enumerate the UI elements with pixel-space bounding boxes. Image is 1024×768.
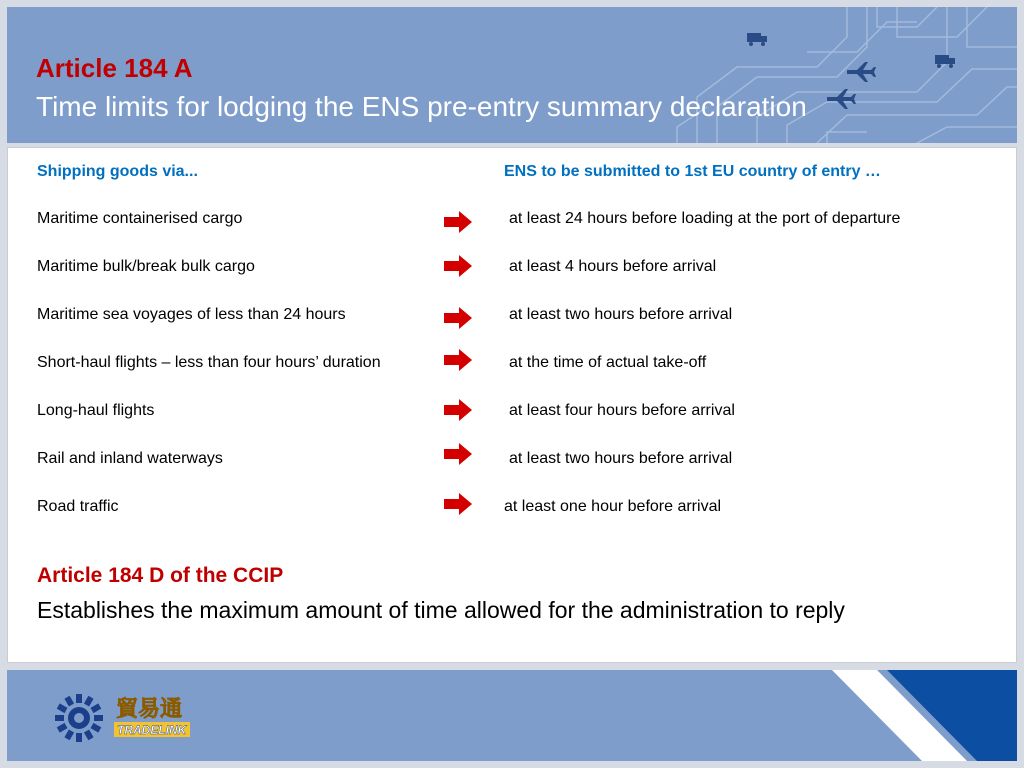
row-label: Long-haul flights	[37, 402, 155, 419]
right-arrow-icon	[442, 398, 474, 422]
row-value: at least two hours before arrival	[509, 306, 733, 323]
article-2-title: Article 184 D of the CCIP	[37, 564, 284, 587]
row-label: Road traffic	[37, 498, 119, 515]
row-value: at the time of actual take-off	[509, 354, 707, 371]
right-arrow-icon	[442, 442, 474, 466]
logo-english-text: TRADELINK	[117, 723, 187, 737]
row-value: at least one hour before arrival	[504, 498, 722, 515]
article-2-text: Establishes the maximum amount of time allowed for the administration to reply	[37, 597, 845, 623]
truck-icon	[935, 55, 955, 68]
airplane-icon	[847, 62, 876, 82]
right-arrow-icon	[442, 210, 474, 234]
row-value: at least 4 hours before arrival	[509, 258, 717, 275]
row-label: Maritime bulk/break bulk cargo	[37, 258, 255, 275]
row-label: Rail and inland waterways	[37, 450, 223, 467]
row-label: Maritime sea voyages of less than 24 hours	[37, 306, 346, 323]
row-value: at least two hours before arrival	[509, 450, 733, 467]
column-header-ens: ENS to be submitted to 1st EU country of entry …	[504, 163, 881, 180]
tradelink-logo	[52, 688, 202, 748]
row-label: Short-haul flights – less than four hours’ duration	[37, 354, 381, 371]
right-arrow-icon	[442, 492, 474, 516]
slide-header	[7, 7, 1017, 143]
page-title: Time limits for lodging the ENS pre-entry summary declaration	[36, 91, 807, 122]
logo-chinese-text: 貿易通	[116, 697, 183, 722]
right-arrow-icon	[442, 306, 474, 330]
column-header-shipping: Shipping goods via...	[37, 163, 198, 180]
row-label: Maritime containerised cargo	[37, 210, 243, 227]
slide-footer	[7, 670, 1017, 761]
content-panel	[7, 147, 1017, 663]
right-arrow-icon	[442, 254, 474, 278]
right-arrow-icon	[442, 348, 474, 372]
article-title: Article 184 A	[36, 53, 193, 83]
row-value: at least four hours before arrival	[509, 402, 735, 419]
row-value: at least 24 hours before loading at the port of departure	[509, 210, 901, 227]
truck-icon	[747, 33, 767, 46]
